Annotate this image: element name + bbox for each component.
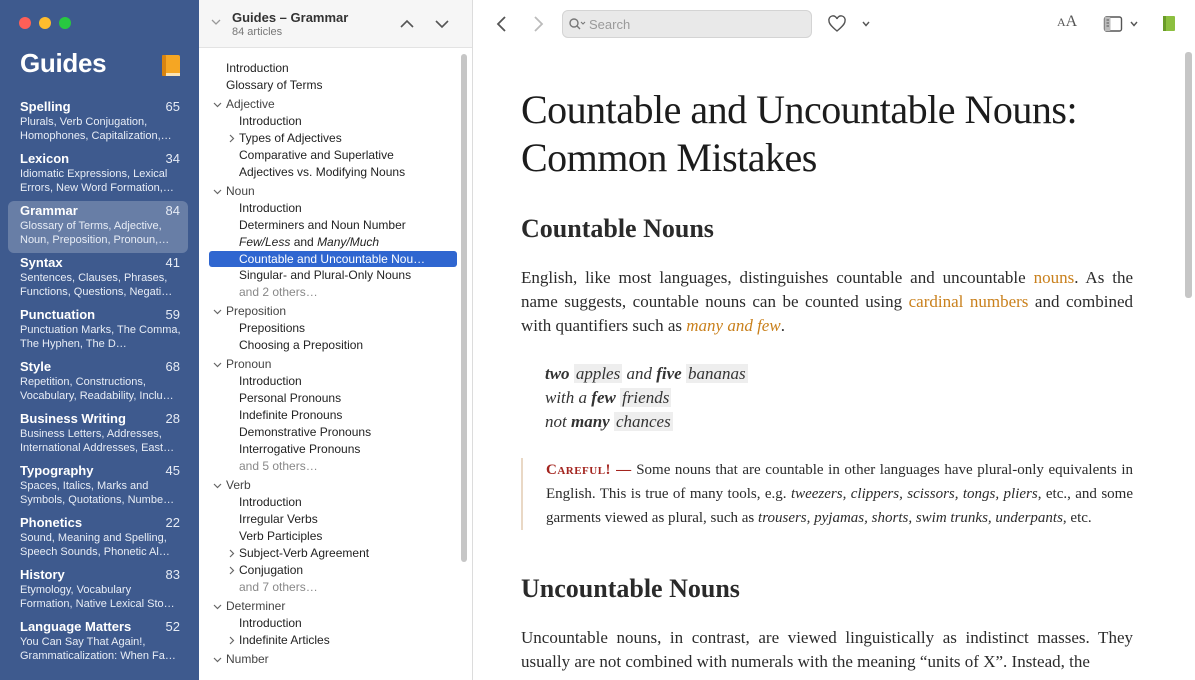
search-icon [568,17,586,31]
disclosure-open-icon[interactable] [213,100,222,109]
toc-item[interactable] [209,545,457,562]
book-icon [160,54,182,78]
guide-description: Business Letters, Addresses, International Addresses, East… [20,428,175,454]
guides-sidebar [0,0,199,680]
disclosure-open-icon[interactable] [213,307,222,316]
toc-item[interactable] [209,390,457,407]
example-word: with a [545,388,588,407]
toc-item[interactable] [209,77,457,94]
toc-item-label: Pronoun [226,357,272,371]
toc-item-label: Introduction [226,61,289,75]
careful-callout [521,458,1133,530]
guide-item[interactable] [8,461,188,513]
callout-italic: tweezers, clippers, scissors, tongs, pliers [790,486,1038,502]
toc-item-label: and 5 others… [239,459,318,473]
toc-item-label: Introduction [239,374,302,388]
toc-title: Guides – Grammar [232,10,349,25]
toc-item[interactable] [209,60,457,77]
guide-article-count: 34 [165,151,180,166]
guide-item[interactable] [8,617,188,669]
para-text: . As the name suggests, countable nouns can be counted using [521,268,1133,311]
guide-item[interactable] [8,357,188,409]
toc-item-label: Demonstrative Pronouns [239,425,372,439]
toc-section[interactable] [209,598,457,615]
example-word: few [591,388,616,407]
toc-scrollbar[interactable] [461,54,467,562]
example-word: not [545,412,567,431]
callout-text: , etc. [1062,510,1092,526]
toc-item-label: Indefinite Pronouns [239,408,343,422]
disclosure-closed-icon[interactable] [227,549,236,558]
para-text: and combined with quantifiers such as [521,292,1133,335]
link-many-and-few[interactable]: many and few [686,316,781,335]
search-field[interactable] [562,10,812,38]
table-of-contents [199,0,473,680]
toc-item-label: Determiner [226,599,286,613]
guide-article-count: 65 [165,99,180,114]
toc-item-label: Personal Pronouns [239,391,342,405]
toc-item-label: Glossary of Terms [226,78,323,92]
font-size-button[interactable] [1057,13,1077,31]
link-nouns[interactable]: nouns [1033,268,1075,287]
font-size-label-big: A [1065,13,1078,30]
guide-item[interactable] [8,97,188,149]
example-line [545,362,748,386]
guide-item[interactable] [8,201,188,253]
article-body [521,86,1133,671]
toc-item-label: Interrogative Pronouns [239,442,361,456]
example-word: and [626,364,652,383]
section-heading-uncountable: Uncountable Nouns [521,574,740,603]
toc-item[interactable] [209,632,457,649]
guide-article-count: 22 [165,515,180,530]
toc-item[interactable] [209,267,457,284]
toc-item-label: Noun [226,184,255,198]
toc-item-label: Comparative and Superlative [239,148,394,162]
toc-item-label: Verb Participles [239,529,323,543]
guide-article-count: 45 [165,463,180,478]
collapse-chevron-icon[interactable] [211,18,221,26]
guide-description: Plurals, Verb Conjugation, Homophones, Capitalization,… [20,116,172,142]
toc-item-label: Preposition [226,304,287,318]
guide-description: You Can Say That Again!, Grammaticalization: When Fa… [20,636,176,662]
back-arrow-icon[interactable] [493,14,511,34]
sidebar-title: Guides [20,48,107,78]
toc-item[interactable] [209,528,457,545]
section-heading-countable: Countable Nouns [521,214,714,243]
careful-label: Careful! — [546,462,632,478]
toc-item-label: and 7 others… [239,580,318,594]
example-noun: chances [615,412,671,431]
paragraph-uncountable: Uncountable nouns, in contrast, are viewed linguistically as indistinct masses. They usually are not combined with numerals with the meaning “units of X”. Instead, the [521,628,1133,671]
toc-item[interactable] [209,320,457,337]
article-scrollbar[interactable] [1185,52,1192,298]
guide-description: Punctuation Marks, The Comma, The Hyphen, The D… [20,324,181,350]
guide-title: History [20,567,65,582]
guide-article-count: 83 [165,567,180,582]
disclosure-open-icon[interactable] [213,481,222,490]
callout-text: Some nouns that are countable in other languages have plural-only equivalents in English. This is true of many tools, e.g. [546,462,1133,502]
toc-item[interactable] [209,130,457,147]
toc-item-label: Conjugation [239,563,304,577]
guide-title: Lexicon [20,151,70,166]
toc-item-label: Introduction [239,616,302,630]
example-word: two [545,364,570,383]
guide-title: Typography [20,463,94,478]
guide-article-count: 68 [165,359,180,374]
toc-item[interactable] [209,494,457,511]
toc-item-label: Choosing a Preposition [239,338,364,352]
toc-item[interactable] [209,337,457,354]
disclosure-open-icon[interactable] [213,655,222,664]
example-noun: friends [622,388,670,407]
disclosure-open-icon[interactable] [213,602,222,611]
toc-item-label: Verb [226,478,251,492]
guide-description: Glossary of Terms, Adjective, Noun, Preposition, Pronoun,… [20,220,170,246]
guide-description: Etymology, Vocabulary Formation, Native Lexical Sto… [20,584,175,610]
guide-description: Repetition, Constructions, Vocabulary, Readability, Inclu… [20,376,174,402]
guide-article-count: 41 [165,255,180,270]
guide-article-count: 84 [165,203,180,218]
article-title: Countable and Uncountable Nouns: Common Mistakes [521,87,1078,180]
guide-article-count: 52 [165,619,180,634]
guide-description: Sound, Meaning and Spelling, Speech Sounds, Phonetic Al… [20,532,170,558]
guide-item[interactable] [8,253,188,305]
toc-item[interactable] [209,579,457,596]
guide-item[interactable] [8,565,188,617]
disclosure-open-icon[interactable] [213,360,222,369]
toc-article-count: 84 articles [232,26,283,38]
guide-title: Style [20,359,52,374]
font-size-label-small: A [1057,15,1066,29]
search-input[interactable] [589,14,804,34]
link-cardinal-numbers[interactable]: cardinal numbers [908,292,1029,311]
forward-arrow-icon[interactable] [529,14,547,34]
guide-description: Idiomatic Expressions, Lexical Errors, New Word Formation,… [20,168,174,194]
bookmark-book-icon[interactable] [1163,16,1175,31]
guide-item[interactable] [8,513,188,565]
toc-item-label: Number [226,652,269,666]
guide-item[interactable] [8,149,188,201]
heart-icon[interactable] [827,14,847,34]
toc-section[interactable] [209,477,457,494]
toc-item-label: Introduction [239,114,302,128]
guide-title: Phonetics [20,515,83,530]
toc-item[interactable] [209,407,457,424]
guide-title: Syntax [20,255,63,270]
article-pane [473,0,1195,680]
toc-section[interactable] [209,303,457,320]
toc-item-label: Subject-Verb Agreement [239,546,370,560]
previous-article-icon[interactable] [399,16,415,32]
toc-list [209,60,457,668]
example-list [545,362,748,434]
callout-italic: trousers, pyjamas, shorts, swim trunks, underpants [758,510,1063,526]
disclosure-closed-icon[interactable] [227,566,236,575]
guide-title: Grammar [20,203,78,218]
toc-item-label: Introduction [239,201,302,215]
toc-item[interactable] [209,164,457,181]
toc-item-label: Prepositions [239,321,306,335]
guide-title: Spelling [20,99,71,114]
guide-description: Spaces, Italics, Marks and Symbols, Quotations, Numbe… [20,480,175,506]
example-line [545,410,748,434]
guide-item[interactable] [8,305,188,357]
guide-article-count: 28 [165,411,180,426]
toc-item-label: Adjectives vs. Modifying Nouns [239,165,406,179]
toc-section[interactable] [209,96,457,113]
example-noun: bananas [687,364,746,383]
toc-item-label: Adjective [226,97,275,111]
guide-article-count: 59 [165,307,180,322]
toc-item-label: Types of Adjectives [239,131,342,145]
disclosure-closed-icon[interactable] [227,134,236,143]
toc-item-label: Introduction [239,495,302,509]
zoom-window-button[interactable] [59,17,71,29]
toc-section[interactable] [209,183,457,200]
toc-item-label: Determiners and Noun Number [239,218,406,232]
guide-title: Language Matters [20,619,132,634]
guide-title: Punctuation [20,307,96,322]
para-text: English, like most languages, distinguishes countable and uncountable [521,268,1034,287]
sidebar-toggle-icon[interactable] [1103,15,1123,33]
toc-item[interactable] [209,200,457,217]
next-article-icon[interactable] [434,16,450,32]
toc-item[interactable] [209,373,457,390]
toc-item[interactable] [209,284,457,301]
favorites-menu-chevron-icon[interactable] [861,20,871,28]
toc-item-label: Indefinite Articles [239,633,330,647]
toc-item[interactable] [209,615,457,632]
toc-section[interactable] [209,356,457,373]
toc-item[interactable] [209,217,457,234]
toc-item[interactable] [209,424,457,441]
close-window-button[interactable] [19,17,31,29]
toc-item[interactable] [209,234,457,251]
minimize-window-button[interactable] [39,17,51,29]
toc-item[interactable] [209,113,457,130]
toc-header [199,0,473,48]
guide-item[interactable] [8,409,188,461]
example-word: many [570,412,610,431]
toc-item[interactable] [209,511,457,528]
disclosure-open-icon[interactable] [213,187,222,196]
view-menu-chevron-icon[interactable] [1129,20,1139,28]
toc-item[interactable] [209,251,457,267]
guide-list [8,97,188,669]
toc-item-label: and 2 others… [239,285,318,299]
toc-item-label: Few/Less and Many/Much [239,235,380,249]
toc-section[interactable] [209,651,457,668]
disclosure-closed-icon[interactable] [227,636,236,645]
example-word: five [656,364,682,383]
example-noun: apples [575,364,621,383]
toc-item[interactable] [209,147,457,164]
callout-text: , etc., and some garments viewed as plural, such as [546,486,1133,526]
toc-item[interactable] [209,562,457,579]
toc-item-label: Irregular Verbs [239,512,318,526]
toc-item[interactable] [209,441,457,458]
guide-title: Business Writing [20,411,126,426]
toc-item-label: Singular- and Plural-Only Nouns [239,268,412,282]
guide-description: Sentences, Clauses, Phrases, Functions, Questions, Negati… [20,272,173,298]
toc-item[interactable] [209,458,457,475]
example-line [545,386,748,410]
toolbar [473,0,1195,48]
paragraph-countable [521,266,1133,338]
toc-item-label: Countable and Uncountable Nou… [239,252,426,266]
para-text: . [780,316,785,335]
